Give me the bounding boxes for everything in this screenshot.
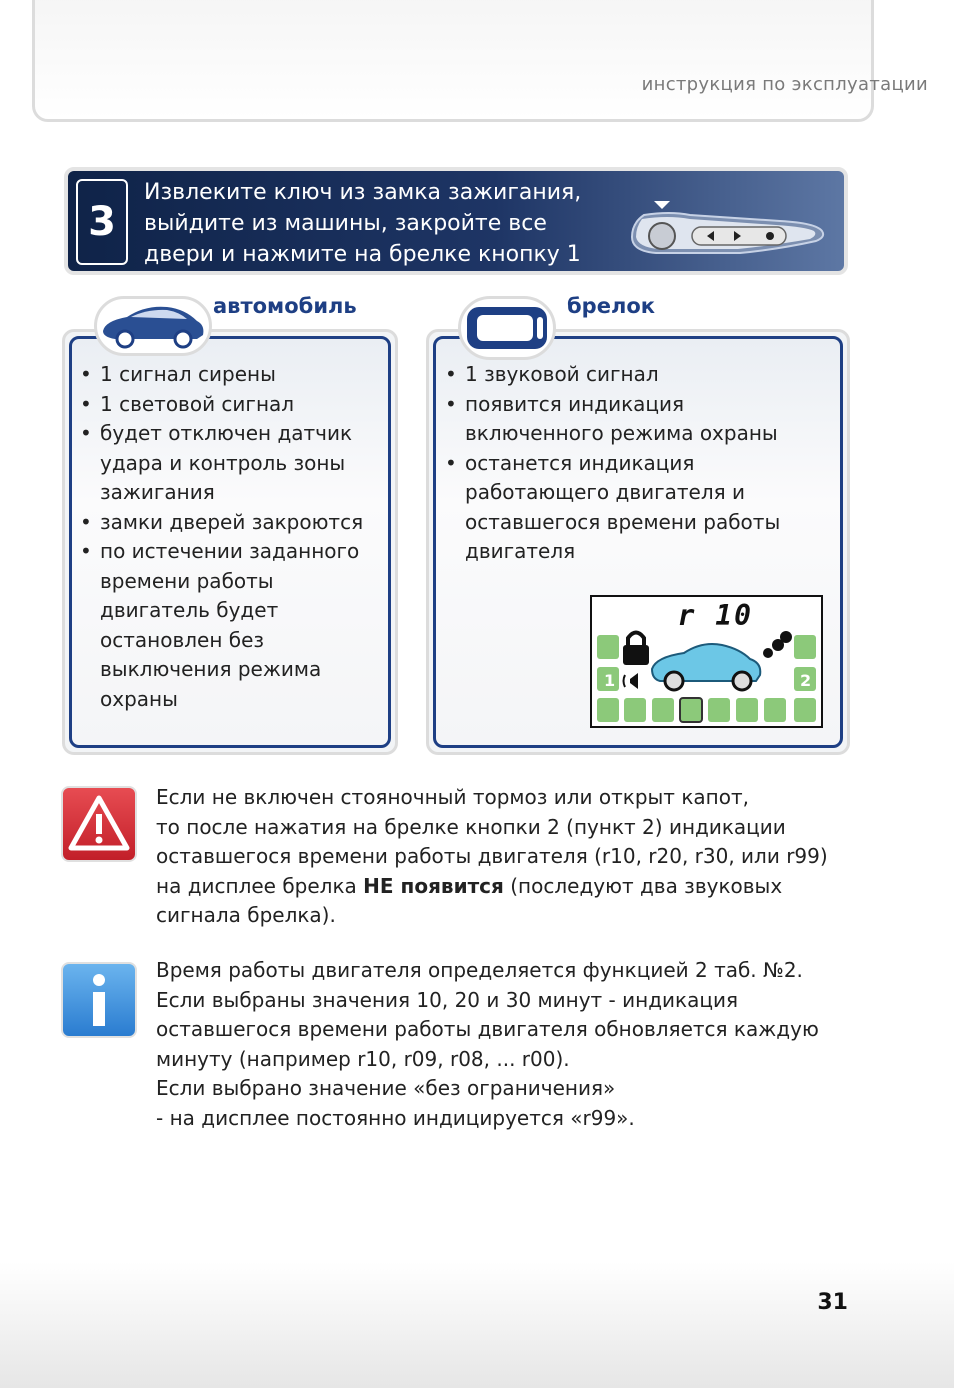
step-line: Извлеките ключ из замка зажигания,	[144, 180, 582, 205]
list-item: • 1 звуковой сигнал	[445, 360, 835, 390]
list-item: • 1 световой сигнал	[80, 390, 385, 420]
warning-icon	[61, 786, 137, 862]
warning-text: Если не включен стояночный тормоз или открыт капот, то после нажатия на брелке кнопки 2 (пункт 2) индикации оставшегося времени работы двигателя (r10, r20, r30, или r99) на дисплее брелка НЕ появится (последуют два звуковых сигнала брелка).	[156, 785, 828, 927]
car-list	[80, 360, 385, 714]
car-card-title: автомобиль	[213, 294, 357, 318]
header-title: инструкция по эксплуатации	[641, 74, 928, 95]
step-panel	[64, 167, 848, 275]
key-fob-icon	[630, 193, 830, 255]
footer	[0, 1262, 954, 1388]
list-item: • появится индикация включенного режима охраны	[445, 390, 835, 449]
page-number: 31	[817, 1290, 848, 1315]
lcd-digit-right: 2	[800, 671, 812, 690]
step-number: 3	[76, 179, 128, 265]
lcd-icons	[592, 597, 821, 726]
lcd-code: r 10	[677, 599, 753, 632]
info-icon	[61, 962, 137, 1038]
warning-emphasis: НЕ появится	[363, 873, 504, 898]
list-item: • останется индикация работающего двигателя и оставшегося времени работы двигателя	[445, 449, 835, 567]
list-item: • 1 сигнал сирены	[80, 360, 385, 390]
fob-list	[445, 360, 835, 567]
fob-badge	[458, 296, 556, 360]
fob-lcd-display	[590, 595, 823, 728]
info-text: Время работы двигателя определяется функцией 2 таб. №2. Если выбраны значения 10, 20 и 30 минут - индикация оставшегося времени работы двигателя обновляется каждую минуту (например r10, r09, r08, ... r00). Если выбрано значение «без ограничения» - на дисплее постоянно индицируется «r99».	[156, 958, 819, 1130]
car-badge	[94, 296, 212, 356]
step-line: двери и нажмите на брелке кнопку 1	[144, 242, 581, 267]
list-item: • будет отключен датчик удара и контроль зоны зажигания	[80, 419, 385, 508]
header-box	[32, 0, 874, 122]
fob-display-icon	[461, 299, 553, 357]
fob-card-title: брелок	[567, 294, 655, 318]
step-instruction	[144, 177, 604, 270]
lcd-digit-left: 1	[604, 671, 616, 690]
car-icon	[97, 299, 209, 353]
list-item: • замки дверей закроются	[80, 508, 385, 538]
list-item: • по истечении заданного времени работы двигатель будет остановлен без выключения режима охраны	[80, 537, 385, 714]
step-line: выйдите из машины, закройте все	[144, 211, 547, 236]
